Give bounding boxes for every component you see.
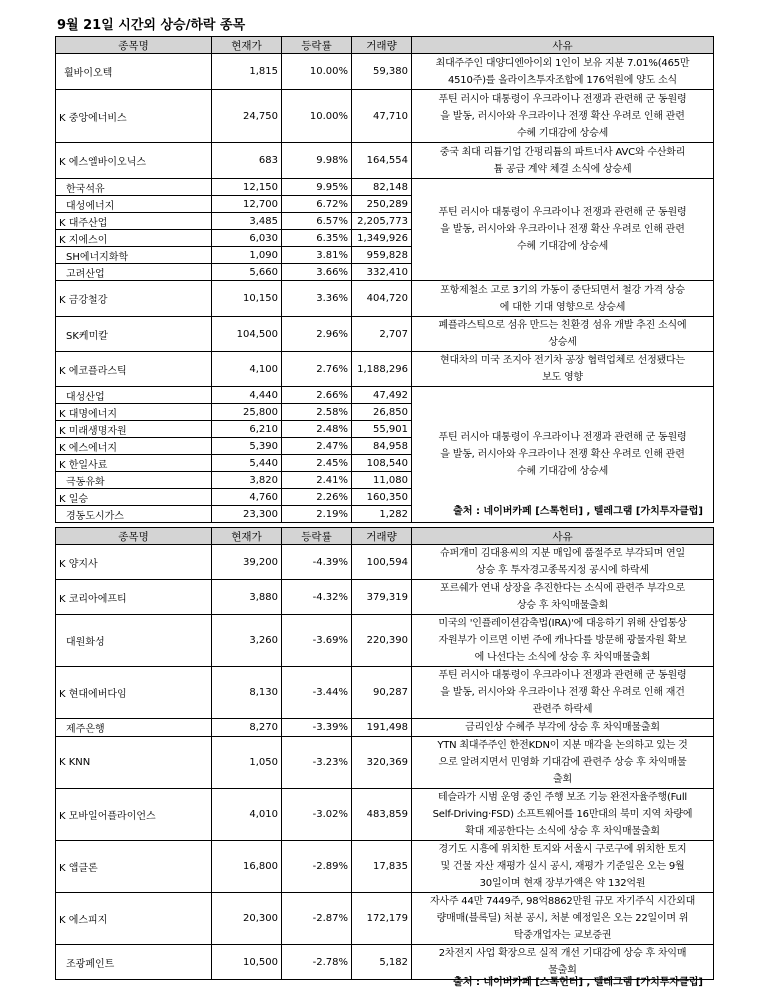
rising-stocks-table [55, 36, 714, 523]
stock-reason: 테슬라가 시범 운영 중인 주행 보조 기능 완전자율주행(Full Self-Driving·FSD) 소프트웨어를 16만대의 북미 지역 차량에 확대 제공한다는 소식에 상승 후 차익매물출회 [412, 789, 714, 841]
stock-change: 9.95% [282, 179, 352, 196]
stock-name: K 에스엘바이오닉스 [56, 143, 212, 179]
stock-change: 3.36% [282, 281, 352, 317]
stock-reason: 푸틴 러시아 대통령이 우크라이나 전쟁과 관련해 군 동원령 을 발동, 러시아와 우크라이나 전쟁 확산 우려로 인해 관련 수혜 기대감에 상승세 [412, 179, 714, 281]
source-note: 출처 : 네이버카페 [스톡헌터] , 텔레그램 [가치투자클럽] [453, 506, 703, 517]
stock-volume: 332,410 [352, 264, 412, 281]
source-note: 출처 : 네이버카페 [스톡헌터] , 텔레그램 [가치투자클럽] [453, 977, 703, 988]
stock-volume: 1,188,296 [352, 352, 412, 387]
stock-name: 대성산업 [56, 387, 212, 404]
stock-name: K 모바일어플라이언스 [56, 789, 212, 841]
table-row [56, 143, 714, 179]
stock-change: 2.45% [282, 455, 352, 472]
header-change: 등락률 [282, 528, 352, 545]
stock-change: 2.96% [282, 317, 352, 352]
stock-price: 10,500 [212, 945, 282, 980]
stock-price: 3,880 [212, 580, 282, 615]
stock-name: K 대주산업 [56, 213, 212, 230]
stock-change: -3.44% [282, 667, 352, 719]
table-row [56, 281, 714, 317]
stock-change: -4.39% [282, 545, 352, 580]
stock-price: 1,050 [212, 737, 282, 789]
stock-name: K KNN [56, 737, 212, 789]
table-header-row [56, 37, 714, 54]
stock-name: 한국석유 [56, 179, 212, 196]
stock-price: 3,260 [212, 615, 282, 667]
stock-volume: 100,594 [352, 545, 412, 580]
stock-volume: 2,707 [352, 317, 412, 352]
table-row [56, 54, 714, 90]
stock-name: K 지에스이 [56, 230, 212, 247]
stock-price: 4,010 [212, 789, 282, 841]
stock-volume: 483,859 [352, 789, 412, 841]
header-price: 현재가 [212, 37, 282, 54]
stock-price: 5,440 [212, 455, 282, 472]
page-title: 9월 21일 시간외 상승/하락 종목 [57, 18, 246, 33]
stock-price: 25,800 [212, 404, 282, 421]
header-reason: 사유 [412, 37, 714, 54]
stock-name: 극동유화 [56, 472, 212, 489]
table-row [56, 615, 714, 667]
stock-price: 6,030 [212, 230, 282, 247]
stock-change: 2.19% [282, 506, 352, 523]
stock-change: 6.35% [282, 230, 352, 247]
stock-name: 대성에너지 [56, 196, 212, 213]
stock-name: K 미래생명자원 [56, 421, 212, 438]
stock-name: K 에코플라스틱 [56, 352, 212, 387]
stock-volume: 11,080 [352, 472, 412, 489]
stock-change: 2.41% [282, 472, 352, 489]
stock-name: 조광페인트 [56, 945, 212, 980]
stock-name: 제주은행 [56, 719, 212, 737]
stock-change: 10.00% [282, 54, 352, 90]
stock-name: SH에너지화학 [56, 247, 212, 264]
stock-reason: 최대주주인 대양디엔아이외 1인이 보유 지분 7.01%(465만 4510주)를 올라이츠투자조합에 176억원에 양도 소식 [412, 54, 714, 90]
stock-volume: 1,282 [352, 506, 412, 523]
stock-reason: YTN 최대주주인 한전KDN이 지분 매각을 논의하고 있는 것 으로 알려지면서 민영화 기대감에 관련주 상승 후 차익매물 출회 [412, 737, 714, 789]
stock-change: 2.48% [282, 421, 352, 438]
stock-change: -2.78% [282, 945, 352, 980]
stock-reason: 포르쉐가 연내 상장을 추진한다는 소식에 관련주 부각으로 상승 후 차익매물출회 [412, 580, 714, 615]
stock-change: -4.32% [282, 580, 352, 615]
stock-volume: 26,850 [352, 404, 412, 421]
stock-price: 1,815 [212, 54, 282, 90]
table-row [56, 317, 714, 352]
stock-price: 104,500 [212, 317, 282, 352]
stock-volume: 47,710 [352, 90, 412, 143]
stock-reason: 푸틴 러시아 대통령이 우크라이나 전쟁과 관련해 군 동원령 을 발동, 러시아와 우크라이나 전쟁 확산 우려로 인해 재건 관련주 하락세 [412, 667, 714, 719]
stock-reason: 현대차의 미국 조지아 전기차 공장 협력업체로 선정됐다는 보도 영향 [412, 352, 714, 387]
stock-volume: 59,380 [352, 54, 412, 90]
stock-change: -3.02% [282, 789, 352, 841]
table-row [56, 179, 714, 196]
stock-name: K 한일사료 [56, 455, 212, 472]
stock-reason: 슈퍼개미 김대용씨의 지분 매입에 품절주로 부각되며 연일 상승 후 투자경고종목지정 공시에 하락세 [412, 545, 714, 580]
stock-name: K 일승 [56, 489, 212, 506]
stock-price: 683 [212, 143, 282, 179]
stock-change: 2.47% [282, 438, 352, 455]
stock-reason: 푸틴 러시아 대통령이 우크라이나 전쟁과 관련해 군 동원령 을 발동, 러시아와 우크라이나 전쟁 확산 우려로 인해 관련 수혜 기대감에 상승세 [412, 90, 714, 143]
stock-name: K 금강철강 [56, 281, 212, 317]
stock-reason: 미국의 '인플레이션감축법(IRA)'에 대응하기 위해 산업통상 자원부가 이르면 이번 주에 캐나다를 방문해 광물자원 확보 에 나선다는 소식에 상승 후 차익매물출회 [412, 615, 714, 667]
header-change: 등락률 [282, 37, 352, 54]
stock-change: -3.39% [282, 719, 352, 737]
stock-volume: 55,901 [352, 421, 412, 438]
stock-reason: 경기도 시흥에 위치한 토지와 서울시 구로구에 위치한 토지 및 건물 자산 재평가 실시 공시, 재평가 기준일은 오는 9월 30일이며 현재 장부가액은 약 132억원 [412, 841, 714, 893]
stock-volume: 164,554 [352, 143, 412, 179]
stock-change: -3.23% [282, 737, 352, 789]
stock-volume: 1,349,926 [352, 230, 412, 247]
stock-price: 12,150 [212, 179, 282, 196]
stock-price: 4,100 [212, 352, 282, 387]
table-row [56, 667, 714, 719]
header-price: 현재가 [212, 528, 282, 545]
stock-change: 2.26% [282, 489, 352, 506]
header-name: 종목명 [56, 37, 212, 54]
stock-name: SK케미칼 [56, 317, 212, 352]
stock-change: -2.89% [282, 841, 352, 893]
table-row [56, 580, 714, 615]
stock-change: 6.57% [282, 213, 352, 230]
stock-volume: 47,492 [352, 387, 412, 404]
stock-volume: 160,350 [352, 489, 412, 506]
stock-name: K 앱클론 [56, 841, 212, 893]
stock-volume: 191,498 [352, 719, 412, 737]
stock-name: 대원화성 [56, 615, 212, 667]
stock-reason: 포항제철소 고로 3기의 가동이 중단되면서 철강 가격 상승 에 대한 기대 영향으로 상승세 [412, 281, 714, 317]
stock-change: 6.72% [282, 196, 352, 213]
stock-price: 20,300 [212, 893, 282, 945]
stock-change: 3.66% [282, 264, 352, 281]
stock-price: 8,130 [212, 667, 282, 719]
stock-change: 10.00% [282, 90, 352, 143]
stock-volume: 220,390 [352, 615, 412, 667]
stock-name: 고려산업 [56, 264, 212, 281]
stock-volume: 404,720 [352, 281, 412, 317]
stock-price: 12,700 [212, 196, 282, 213]
stock-price: 5,390 [212, 438, 282, 455]
stock-name: K 에스피지 [56, 893, 212, 945]
stock-price: 3,820 [212, 472, 282, 489]
stock-reason: 폐플라스틱으로 섬유 만드는 친환경 섬유 개발 추진 소식에 상승세 [412, 317, 714, 352]
stock-name: K 대명에너지 [56, 404, 212, 421]
stock-name: K 코리아에프티 [56, 580, 212, 615]
stock-price: 3,485 [212, 213, 282, 230]
stock-volume: 320,369 [352, 737, 412, 789]
table-row [56, 352, 714, 387]
stock-reason: 2차전지 사업 확장으로 실적 개선 기대감에 상승 후 차익매 물출회 [412, 945, 714, 980]
stock-change: 2.58% [282, 404, 352, 421]
stock-price: 4,760 [212, 489, 282, 506]
stock-price: 8,270 [212, 719, 282, 737]
stock-volume: 17,835 [352, 841, 412, 893]
stock-reason: 자사주 44만 7449주, 98억8862만원 규모 자기주식 시간외대 량매매(블록딜) 처분 공시, 처분 예정일은 오는 22일이며 위 탁중개업자는 교보증권 [412, 893, 714, 945]
stock-price: 5,660 [212, 264, 282, 281]
table-row [56, 737, 714, 789]
stock-volume: 172,179 [352, 893, 412, 945]
stock-change: 9.98% [282, 143, 352, 179]
stock-volume: 959,828 [352, 247, 412, 264]
stock-volume: 84,958 [352, 438, 412, 455]
header-reason: 사유 [412, 528, 714, 545]
stock-reason: 중국 최대 리튬기업 간펑리튬의 파트너사 AVC와 수산화리 튬 공급 계약 체결 소식에 상승세 [412, 143, 714, 179]
stock-price: 16,800 [212, 841, 282, 893]
table-row [56, 90, 714, 143]
stock-volume: 379,319 [352, 580, 412, 615]
stock-change: -2.87% [282, 893, 352, 945]
table-row [56, 789, 714, 841]
stock-name: K 중앙에너비스 [56, 90, 212, 143]
stock-volume: 108,540 [352, 455, 412, 472]
header-volume: 거래량 [352, 528, 412, 545]
table-row [56, 545, 714, 580]
stock-reason: 푸틴 러시아 대통령이 우크라이나 전쟁과 관련해 군 동원령 을 발동, 러시아와 우크라이나 전쟁 확산 우려로 인해 관련 수혜 기대감에 상승세 [412, 387, 714, 523]
table-row [56, 893, 714, 945]
stock-price: 4,440 [212, 387, 282, 404]
stock-price: 6,210 [212, 421, 282, 438]
header-name: 종목명 [56, 528, 212, 545]
table-row [56, 719, 714, 737]
stock-change: 2.66% [282, 387, 352, 404]
stock-volume: 250,289 [352, 196, 412, 213]
table-row [56, 841, 714, 893]
stock-change: 3.81% [282, 247, 352, 264]
falling-stocks-table [55, 527, 714, 980]
stock-change: -3.69% [282, 615, 352, 667]
stock-name: 휠바이오텍 [56, 54, 212, 90]
stock-volume: 90,287 [352, 667, 412, 719]
stock-name: K 에스에너지 [56, 438, 212, 455]
stock-price: 39,200 [212, 545, 282, 580]
stock-reason: 금리인상 수혜주 부각에 상승 후 차익매물출회 [412, 719, 714, 737]
stock-volume: 82,148 [352, 179, 412, 196]
stock-price: 10,150 [212, 281, 282, 317]
stock-price: 1,090 [212, 247, 282, 264]
stock-volume: 2,205,773 [352, 213, 412, 230]
stock-price: 24,750 [212, 90, 282, 143]
table-header-row [56, 528, 714, 545]
stock-name: K 현대에버다임 [56, 667, 212, 719]
table-row [56, 387, 714, 404]
stock-name: 경동도시가스 [56, 506, 212, 523]
stock-change: 2.76% [282, 352, 352, 387]
stock-name: K 양지사 [56, 545, 212, 580]
header-volume: 거래량 [352, 37, 412, 54]
stock-volume: 5,182 [352, 945, 412, 980]
stock-price: 23,300 [212, 506, 282, 523]
